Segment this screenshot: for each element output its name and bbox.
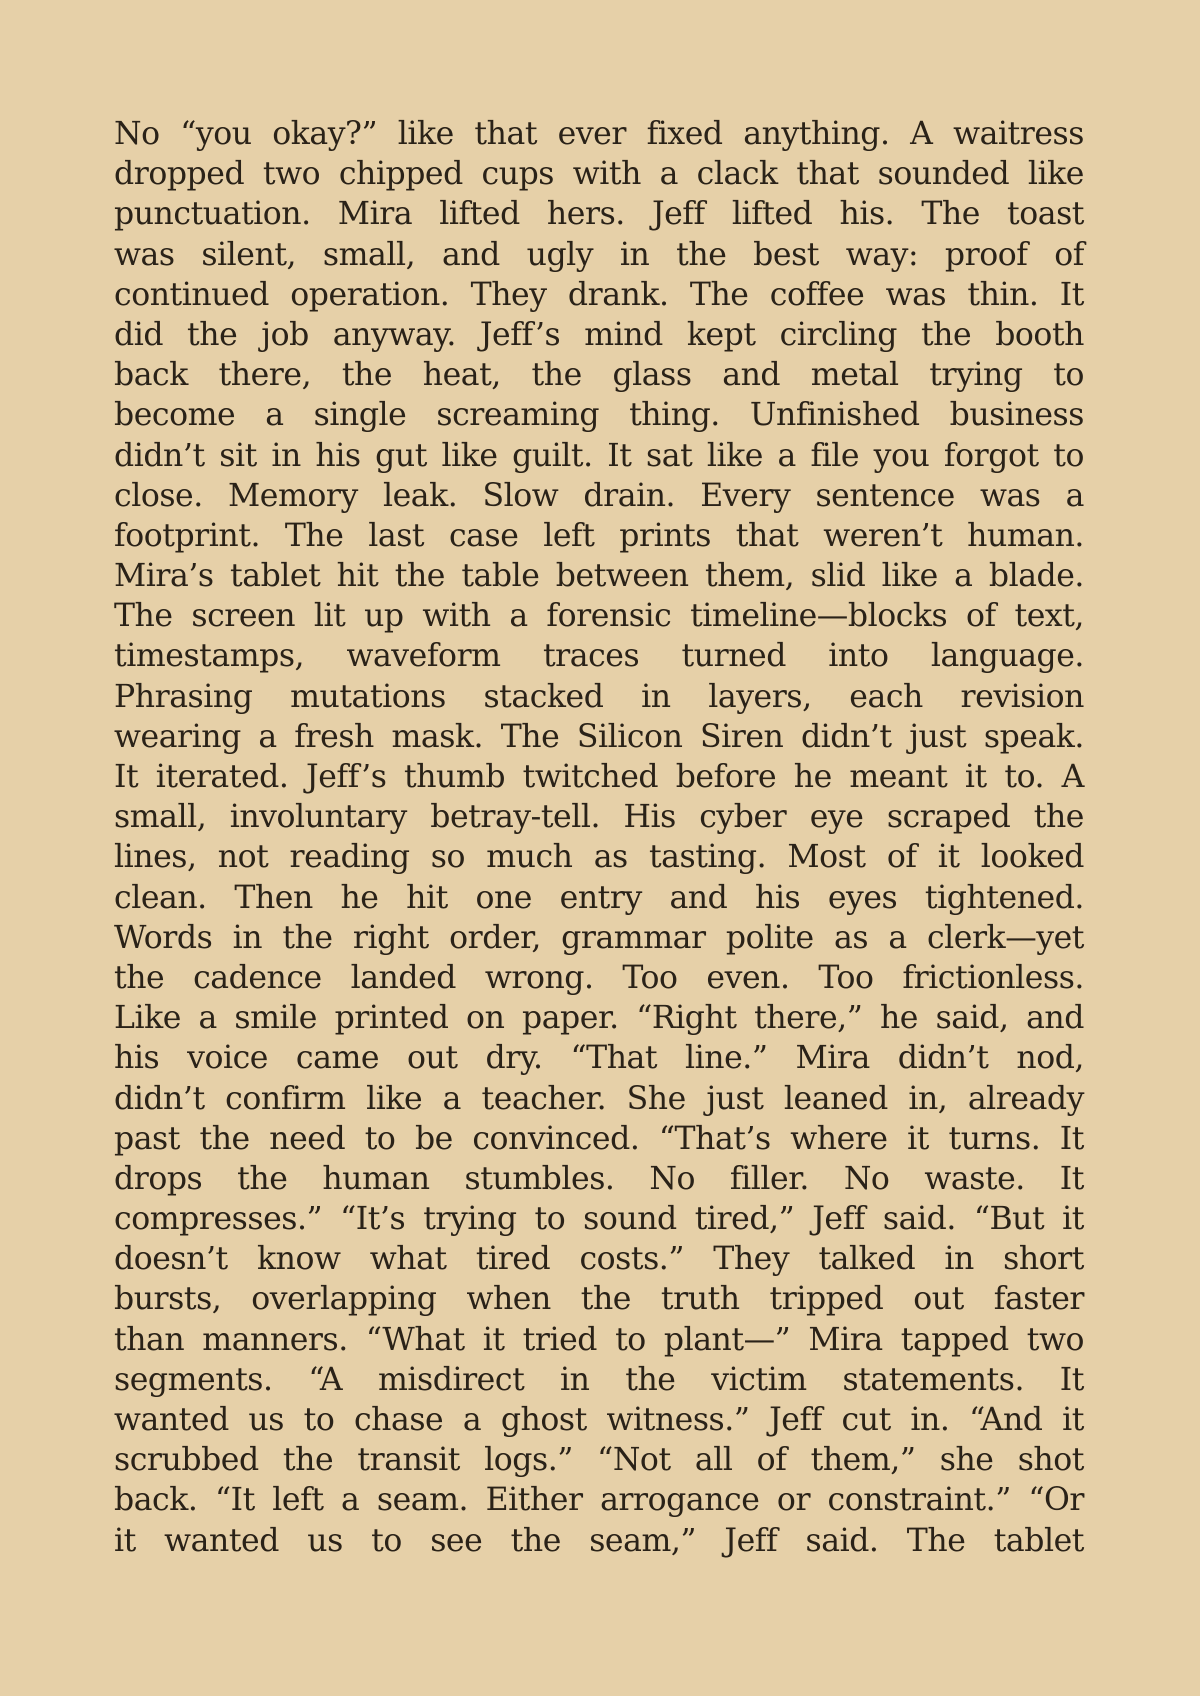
text-line: wanted us to chase a ghost witness.” Jeff cut in. “And it xyxy=(114,1402,1084,1438)
text-line: Words in the right order, grammar polite as a clerk—yet xyxy=(114,919,1084,956)
text-line: lines, not reading so much as tasting. Most of it looked xyxy=(114,839,1084,876)
text-line: his voice came out dry. “That line.” Mira didn’t nod, xyxy=(114,1040,1084,1077)
text-line: No “you okay?” like that ever fixed anything. A waitress xyxy=(114,116,1084,152)
body-text xyxy=(114,114,1084,1561)
text-line: small, involuntary betray-tell. His cyber eye scraped the xyxy=(114,799,1084,836)
text-line: drops the human stumbles. No filler. No waste. It xyxy=(114,1160,1084,1197)
text-line: the cadence landed wrong. Too even. Too frictionless. xyxy=(114,959,1084,996)
text-line: compresses.” “It’s trying to sound tired,” Jeff said. “But it xyxy=(114,1201,1084,1238)
text-line: it wanted us to see the seam,” Jeff said. The tablet xyxy=(114,1522,1084,1559)
text-line: was silent, small, and ugly in the best way: proof of xyxy=(114,236,1084,273)
text-line: segments. “A misdirect in the victim statements. It xyxy=(114,1361,1084,1398)
text-line: didn’t sit in his gut like guilt. It sat like a file you forgot to xyxy=(114,437,1084,474)
text-line: close. Memory leak. Slow drain. Every sentence was a xyxy=(114,477,1084,514)
text-line: wearing a fresh mask. The Silicon Siren didn’t just speak. xyxy=(114,718,1084,755)
text-line: bursts, overlapping when the truth tripped out faster xyxy=(114,1281,1084,1318)
text-line: punctuation. Mira lifted hers. Jeff lifted his. The toast xyxy=(114,196,1084,233)
text-line: footprint. The last case left prints that weren’t human. xyxy=(114,517,1084,554)
text-line: past the need to be convinced. “That’s where it turns. It xyxy=(114,1120,1084,1157)
text-line: than manners. “What it tried to plant—” Mira tapped two xyxy=(114,1321,1084,1358)
text-line: back. “It left a seam. Either arrogance or constraint.” “Or xyxy=(114,1482,1084,1519)
text-line: did the job anyway. Jeff’s mind kept circling the booth xyxy=(114,316,1084,353)
text-line: back there, the heat, the glass and metal trying to xyxy=(114,357,1084,394)
text-line: Mira’s tablet hit the table between them, slid like a blade. xyxy=(114,558,1084,595)
text-line: Phrasing mutations stacked in layers, each revision xyxy=(114,678,1084,715)
text-line: didn’t confirm like a teacher. She just leaned in, already xyxy=(114,1080,1084,1117)
text-line: Like a smile printed on paper. “Right there,” he said, and xyxy=(114,1000,1084,1037)
text-line: dropped two chipped cups with a clack that sounded like xyxy=(114,156,1084,193)
text-line: It iterated. Jeff’s thumb twitched before he meant it to. A xyxy=(114,759,1084,795)
text-line: continued operation. They drank. The coffee was thin. It xyxy=(114,276,1084,313)
text-line: doesn’t know what tired costs.” They talked in short xyxy=(114,1241,1084,1278)
text-line: The screen lit up with a forensic timeline—blocks of text, xyxy=(114,598,1084,635)
text-line: scrubbed the transit logs.” “Not all of them,” she shot xyxy=(114,1442,1084,1479)
text-line: timestamps, waveform traces turned into language. xyxy=(114,638,1084,675)
text-line: clean. Then he hit one entry and his eyes tightened. xyxy=(114,879,1084,916)
text-line: become a single screaming thing. Unfinished business xyxy=(114,397,1084,434)
